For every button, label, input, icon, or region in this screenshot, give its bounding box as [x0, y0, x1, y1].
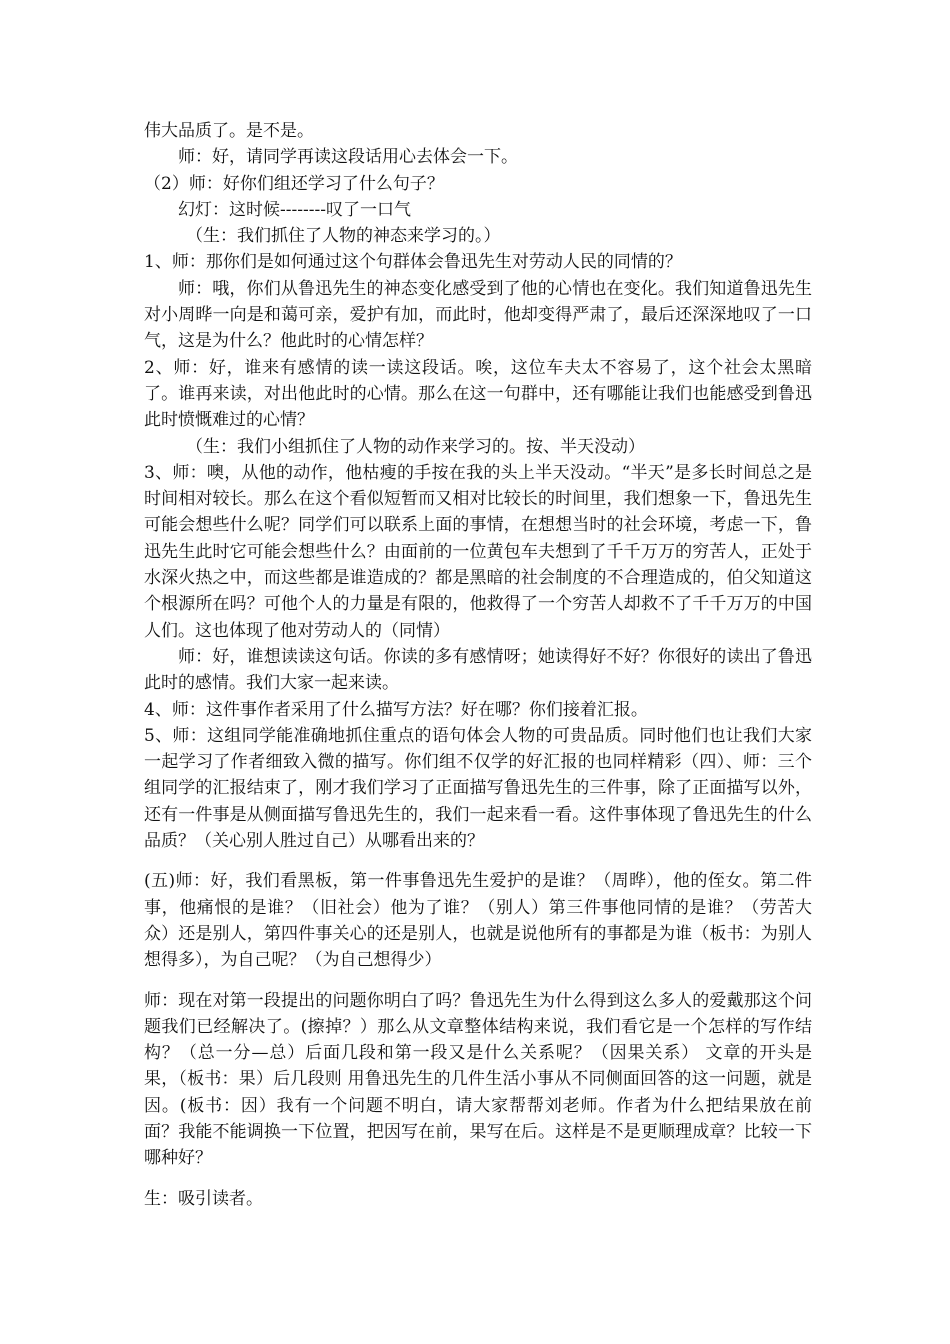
paragraph: 师：好，谁想读读这句话。你读的多有感情呀；她读得好不好？你很好的读出了鲁迅此时的感情。我们大家一起来读。	[144, 646, 812, 694]
paragraph: （2）师：好你们组还学习了什么句子？	[144, 173, 444, 194]
paragraph-spacer	[144, 1172, 812, 1186]
paragraph: 伟大品质了。是不是。	[144, 121, 314, 141]
paragraph: 3、师：噢，从他的动作，他枯瘦的手按在我的头上半天没动。“半天”是多长时间总之是时间相对较长。那么在这个看似短暂而又相对比较长的时间里，我们想象一下，鲁迅先生可能会想些什么呢？同学们可以联系上面的事情，在想想当时的社会环境，考虑一下，鲁迅先生此时它可能会想些什么？由面前的一位黄包车夫想到了千千万万的穷苦人，正处于水深火热之中，而这些都是谁造成的？都是黑暗的社会制度的不合理造成的，伯父知道这个根源所在吗？可他个人的力量是有限的，他救得了一个穷苦人却救不了千千万万的中国人们。这也体现了他对劳动人的（同情）	[144, 462, 812, 641]
document-body	[144, 118, 812, 1212]
paragraph: （生：我们抓住了人物的神态来学习的。）	[186, 226, 501, 247]
paragraph: 5、师：这组同学能准确地抓住重点的语句体会人物的可贵品质。同时他们也让我们大家一起学习了作者细致入微的描写。你们组不仅学的好汇报的也同样精彩（四）、师：三个组同学的汇报结束了，刚才我们学习了正面描写鲁迅先生的三件事，除了正面描写以外，还有一件事是从侧面描写鲁迅先生的，我们一起来看一看。这件事体现了鲁迅先生的什么品质？（关心别人胜过自己）从哪看出来的？	[144, 725, 812, 852]
paragraph: 生：吸引读者。	[144, 1188, 263, 1209]
paragraph: 师：哦，你们从鲁迅先生的神态变化感受到了他的心情也在变化。我们知道鲁迅先生对小周晔一向是和蔼可亲，爱护有加，而此时，他却变得严肃了，最后还深深地叹了一口气，这是为什么？他此时的心情怎样？	[144, 278, 812, 352]
paragraph-spacer	[144, 974, 812, 988]
paragraph: 4、师：这件事作者采用了什么描写方法？好在哪？你们接着汇报。	[144, 699, 648, 720]
paragraph: （生：我们小组抓住了人物的动作来学习的。按、半天没动）	[186, 436, 645, 457]
paragraph: 师：现在对第一段提出的问题你明白了吗？鲁迅先生为什么得到这么多人的爱戴那这个问题我们已经解决了。(擦掉？）那么从文章整体结构来说，我们看它是一个怎样的写作结构？（总一分—总）后面几段和第一段又是什么关系呢？（因果关系） 文章的开头是果，（板书：果）后几段则 用鲁迅先生的几件生活小事从不同侧面回答的这一问题，就是因。(板书：因）我有一个问题不明白，请大家帮帮刘老师。作者为什么把结果放在前面？我能不能调换一下位置，把因写在前，果写在后。这样是不是更顺理成章？比较一下哪种好？	[144, 990, 812, 1169]
paragraph-spacer	[144, 854, 812, 868]
paragraph: 1、师：那你们是如何通过这个句群体会鲁迅先生对劳动人民的同情的？	[144, 252, 682, 273]
paragraph: (五)师：好，我们看黑板，第一件事鲁迅先生爱护的是谁？（周晔），他的侄女。第二件事，他痛恨的是谁？（旧社会）他为了谁？（别人）第三件事他同情的是谁？（劳苦大众）还是别人，第四件事关心的还是别人，也就是说他所有的事都是为谁（板书：为别人想得多），为自己呢？（为自己想得少）	[144, 871, 812, 971]
paragraph: 2、师：好，谁来有感情的读一读这段话。唉，这位车夫太不容易了，这个社会太黑暗了。谁再来读，对出他此时的心情。那么在这一句群中，还有哪能让我们也能感受到鲁迅此时愤慨难过的心情？	[144, 357, 812, 431]
paragraph: 幻灯：这时候--------叹了一口气	[178, 199, 411, 220]
paragraph: 师：好，请同学再读这段话用心去体会一下。	[178, 147, 518, 168]
